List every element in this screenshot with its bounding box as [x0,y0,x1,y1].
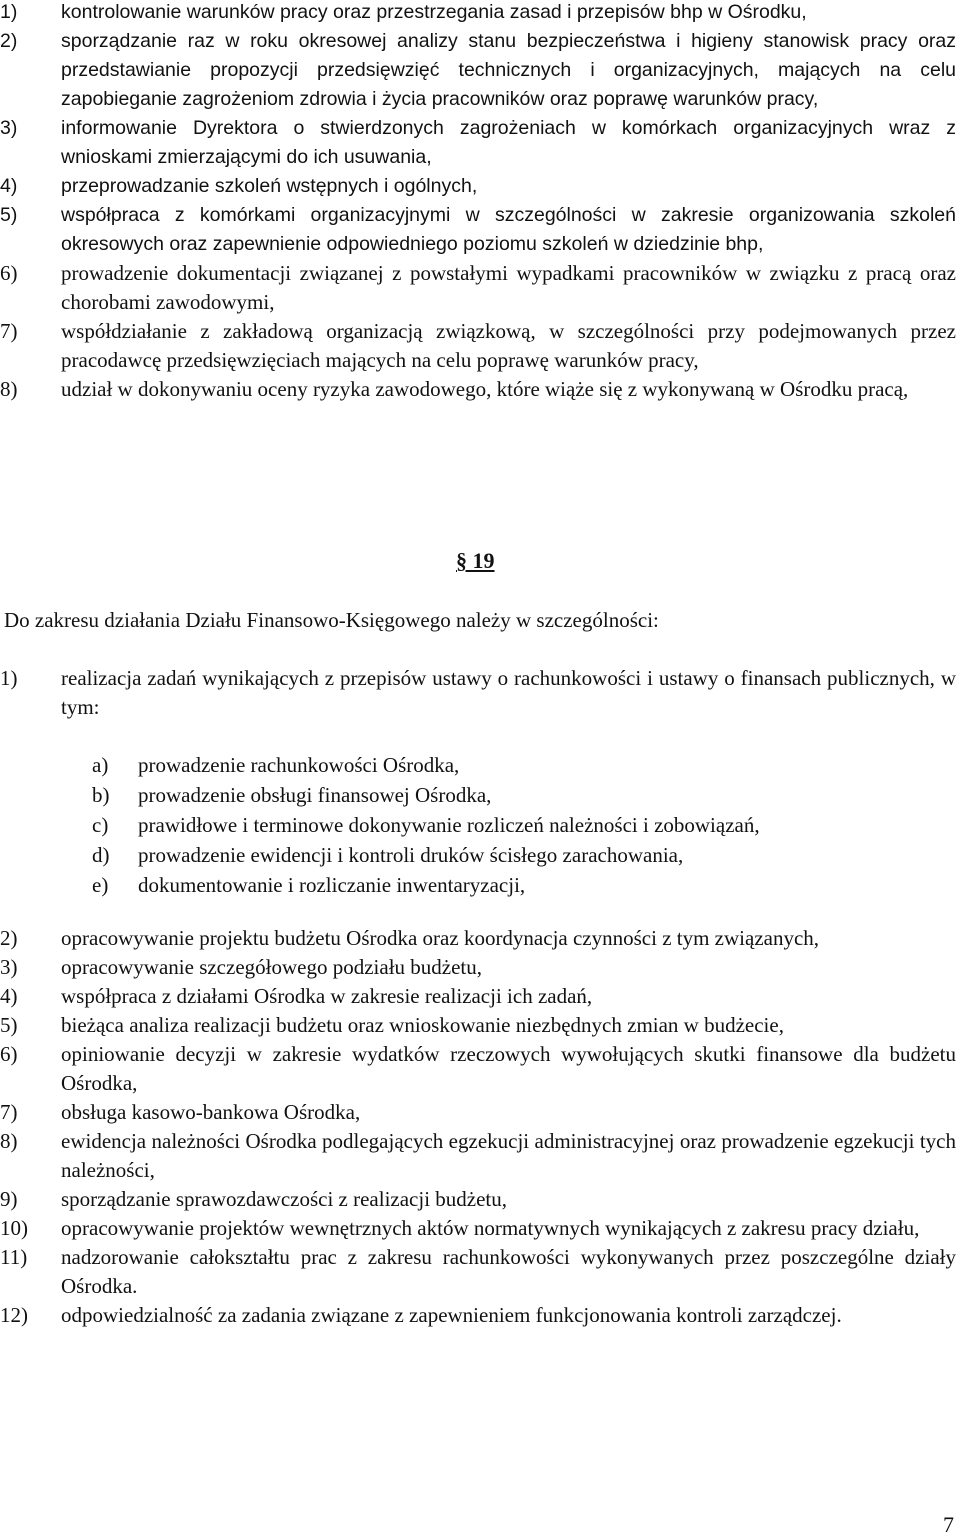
item-text: bieżąca analiza realizacji budżetu oraz wnioskowanie niezbędnych zmian w budżecie, [61,1013,784,1037]
list-item [0,953,960,982]
item-letter: b) [92,783,110,807]
list-item [0,172,960,201]
finance-duties-list [0,924,960,1330]
sublist-item [92,870,952,900]
item-text: nadzorowanie całokształtu prac z zakresu rachunkowości wykonywanych przez poszczególne działy Ośrodka. [61,1245,956,1298]
item-text: opracowywanie projektów wewnętrznych aktów normatywnych wynikających z zakresu pracy działu, [61,1216,920,1240]
item-number: 3) [0,117,18,139]
item-number: 3) [0,955,18,979]
item-text: współpraca z komórkami organizacyjnymi w szczególności w zakresie organizowania szkoleń okresowych oraz zapewnienie odpowiedniego poziomu szkoleń w dziedzinie bhp, [61,204,956,255]
item-text: dokumentowanie i rozliczanie inwentaryzacji, [138,873,526,897]
list-item [0,1011,960,1040]
bhp-duties-list [0,0,960,404]
item-text: opracowywanie projektu budżetu Ośrodka oraz koordynacja czynności z tym związanych, [61,926,820,950]
list-item [0,114,960,172]
item-number: 8) [0,377,18,401]
section-heading: § 19 [456,548,495,573]
item-letter: c) [92,813,109,837]
item-text: opiniowanie decyzji w zakresie wydatków rzeczowych wywołujących skutki finansowe dla budżetu Ośrodka, [61,1042,956,1095]
item-number: 12) [0,1303,28,1327]
item-number: 11) [0,1245,28,1269]
item-text: sporządzanie sprawozdawczości z realizacji budżetu, [61,1187,508,1211]
list-item [0,201,960,259]
item-number: 1) [0,666,18,690]
finance-sublist [92,750,952,900]
section-intro: Do zakresu działania Działu Finansowo-Księgowego należy w szczególności: [4,608,659,632]
item-text: przeprowadzanie szkoleń wstępnych i ogólnych, [61,175,478,197]
list-item [0,1127,960,1185]
item-number: 1) [0,1,18,23]
sublist-item [92,750,952,780]
item-number: 7) [0,1100,18,1124]
item-text: informowanie Dyrektora o stwierdzonych zagrożeniach w komórkach organizacyjnych wraz z wnioskami zmierzającymi do ich usuwania, [61,117,956,168]
item-text: prowadzenie rachunkowości Ośrodka, [138,753,460,777]
item-text: sporządzanie raz w roku okresowej analizy stanu bezpieczeństwa i higieny stanowisk pracy oraz przedstawianie propozycji przedsięwzięć technicznych i organizacyjnych, mających na celu zapobieganie zagrożeniom zdrowia i życia pracowników oraz poprawę warunków pracy, [61,30,956,110]
item-number: 8) [0,1129,18,1153]
item-number: 2) [0,926,18,950]
list-item [0,982,960,1011]
list-item [0,317,960,375]
finance-duties-list-start [0,664,960,722]
list-item [0,1040,960,1098]
sublist-item [92,780,952,810]
item-text: ewidencja należności Ośrodka podlegających egzekucji administracyjnej oraz prowadzenie egzekucji tych należności, [61,1129,956,1182]
item-letter: e) [92,873,109,897]
item-number: 2) [0,30,18,52]
item-number: 7) [0,319,18,343]
item-text: kontrolowanie warunków pracy oraz przestrzegania zasad i przepisów bhp w Ośrodku, [61,1,807,23]
list-item [0,259,960,317]
list-item [0,664,960,722]
item-text: realizacja zadań wynikających z przepisów ustawy o rachunkowości i ustawy o finansach publicznych, w tym: [61,666,956,719]
list-item [0,924,960,953]
item-letter: a) [92,753,109,777]
item-text: współpraca z działami Ośrodka w zakresie realizacji ich zadań, [61,984,593,1008]
list-item [0,27,960,114]
list-item [0,1214,960,1243]
item-text: prawidłowe i terminowe dokonywanie rozliczeń należności i zobowiązań, [138,813,760,837]
item-text: odpowiedzialność za zadania związane z zapewnieniem funkcjonowania kontroli zarządczej. [61,1303,842,1327]
item-text: współdziałanie z zakładową organizacją związkową, w szczególności przy podejmowanych przez pracodawcę przedsięwzięciach mających na celu poprawę warunków pracy, [61,319,956,372]
list-item [0,1243,960,1301]
sublist-item [92,840,952,870]
item-number: 6) [0,261,18,285]
item-number: 10) [0,1216,28,1240]
item-number: 4) [0,984,18,1008]
item-text: prowadzenie ewidencji i kontroli druków ścisłego zarachowania, [138,843,684,867]
item-number: 6) [0,1042,18,1066]
item-text: opracowywanie szczegółowego podziału budżetu, [61,955,483,979]
list-item [0,375,960,404]
item-number: 9) [0,1187,18,1211]
item-number: 4) [0,175,18,197]
list-item [0,1098,960,1127]
item-letter: d) [92,843,110,867]
list-item [0,1185,960,1214]
list-item [0,0,960,27]
sublist-item [92,810,952,840]
item-number: 5) [0,204,18,226]
item-number: 5) [0,1013,18,1037]
item-text: udział w dokonywaniu oceny ryzyka zawodowego, które wiąże się z wykonywaną w Ośrodku pracą, [61,377,909,401]
item-text: obsługa kasowo-bankowa Ośrodka, [61,1100,361,1124]
item-text: prowadzenie obsługi finansowej Ośrodka, [138,783,492,807]
list-item [0,1301,960,1330]
item-text: prowadzenie dokumentacji związanej z powstałymi wypadkami pracowników w związku z pracą oraz chorobami zawodowymi, [61,261,956,314]
page-number: 7 [943,1512,954,1537]
